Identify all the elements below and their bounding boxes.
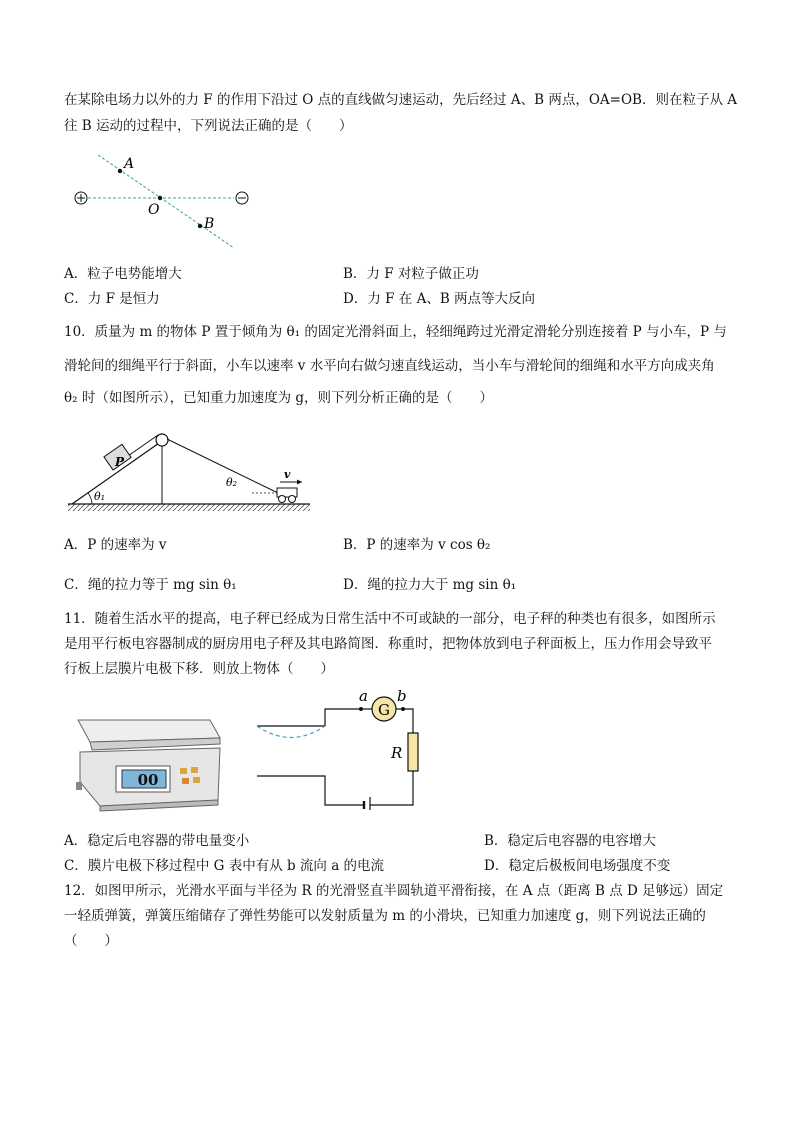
q11-stem-line1: 11．随着生活水平的提高，电子秤已经成为日常生活中不可或缺的一部分，电子秤的种类也有很多，如图所示 bbox=[64, 611, 716, 627]
q10-option-a[interactable]: A．P 的速率为 v bbox=[64, 537, 167, 553]
motion-line bbox=[98, 155, 234, 248]
q10-stem-line2: 滑轮间的细绳平行于斜面，小车以速率 v 水平向右做匀速直线运动，当小车与滑轮间的细绳和水平方向成夹角 bbox=[64, 358, 715, 374]
ground-hatch bbox=[68, 504, 310, 511]
cart-icon bbox=[277, 488, 297, 503]
q10-stem-line1: 10．质量为 m 的物体 P 置于倾角为 θ₁ 的固定光滑斜面上，轻细绳跨过光滑定滑轮分别连接着 P 与小车，P 与 bbox=[64, 324, 727, 340]
label-theta2: θ₂ bbox=[226, 476, 238, 489]
label-theta1: θ₁ bbox=[94, 490, 106, 503]
q10-option-d[interactable]: D．绳的拉力大于 mg sin θ₁ bbox=[343, 577, 517, 593]
q11-option-d[interactable]: D．稳定后极板间电场强度不变 bbox=[484, 858, 671, 874]
label-r: R bbox=[391, 744, 403, 762]
capacitor-circuit bbox=[255, 685, 430, 810]
q12-stem-line3: （ ） bbox=[64, 933, 118, 949]
membrane-deflection bbox=[257, 726, 325, 738]
label-p: P bbox=[115, 455, 125, 469]
q9-stem-line2: 往 B 运动的过程中，下列说法正确的是（ ） bbox=[64, 118, 353, 134]
q11-option-b[interactable]: B．稳定后电容器的电容增大 bbox=[484, 833, 656, 849]
theta1-arc bbox=[88, 493, 92, 504]
kitchen-scale-image bbox=[70, 712, 225, 812]
rope-to-cart bbox=[167, 439, 278, 493]
label-o: O bbox=[148, 202, 160, 218]
q9-option-a[interactable]: A．粒子电势能增大 bbox=[64, 266, 182, 282]
q9-option-c[interactable]: C．力 F 是恒力 bbox=[64, 291, 160, 307]
point-o bbox=[158, 196, 162, 200]
scale-display-text: 00 bbox=[137, 771, 159, 789]
rope-to-block bbox=[128, 435, 158, 456]
label-v: v bbox=[284, 468, 291, 481]
pulley-icon bbox=[156, 434, 168, 446]
q12-stem-line2: 一轻质弹簧，弹簧压缩储存了弹性势能可以发射质量为 m 的小滑块，已知重力加速度 g，则下列说法正确的 bbox=[64, 908, 706, 924]
q10-option-b[interactable]: B．P 的速率为 v cos θ₂ bbox=[343, 537, 491, 553]
q12-stem-line1: 12．如图甲所示，光滑水平面与半径为 R 的光滑竖直半圆轨道平滑衔接，在 A 点（距离 B 点 D 足够远）固定 bbox=[64, 883, 724, 899]
q10-figure bbox=[66, 428, 316, 518]
resistor-r bbox=[408, 733, 418, 771]
q11-option-a[interactable]: A．稳定后电容器的带电量变小 bbox=[64, 833, 250, 849]
q9-stem-line1: 在某除电场力以外的力 F 的作用下沿过 O 点的直线做匀速运动，先后经过 A、B 两点，OA=OB．则在粒子从 A bbox=[64, 92, 738, 108]
label-b: b bbox=[397, 687, 407, 705]
point-b bbox=[198, 224, 202, 228]
label-a: a bbox=[359, 687, 368, 705]
q10-stem-line3: θ₂ 时（如图所示），已知重力加速度为 g，则下列分析正确的是（ ） bbox=[64, 390, 494, 406]
label-g: G bbox=[378, 701, 390, 719]
label-a: A bbox=[124, 156, 135, 172]
q11-stem-line2: 是用平行板电容器制成的厨房用电子秤及其电路简图．称重时，把物体放到电子秤面板上，压力作用会导致平 bbox=[64, 636, 712, 652]
q9-figure bbox=[66, 150, 266, 255]
label-b: B bbox=[204, 216, 215, 232]
q11-stem-line3: 行板上层膜片电极下移．则放上物体（ ） bbox=[64, 661, 334, 677]
q9-option-b[interactable]: B．力 F 对粒子做正功 bbox=[343, 266, 479, 282]
q11-option-c[interactable]: C．膜片电极下移过程中 G 表中有从 b 流向 a 的电流 bbox=[64, 858, 385, 874]
point-a bbox=[118, 169, 122, 173]
q9-option-d[interactable]: D．力 F 在 A、B 两点等大反向 bbox=[343, 291, 536, 307]
q10-option-c[interactable]: C．绳的拉力等于 mg sin θ₁ bbox=[64, 577, 237, 593]
